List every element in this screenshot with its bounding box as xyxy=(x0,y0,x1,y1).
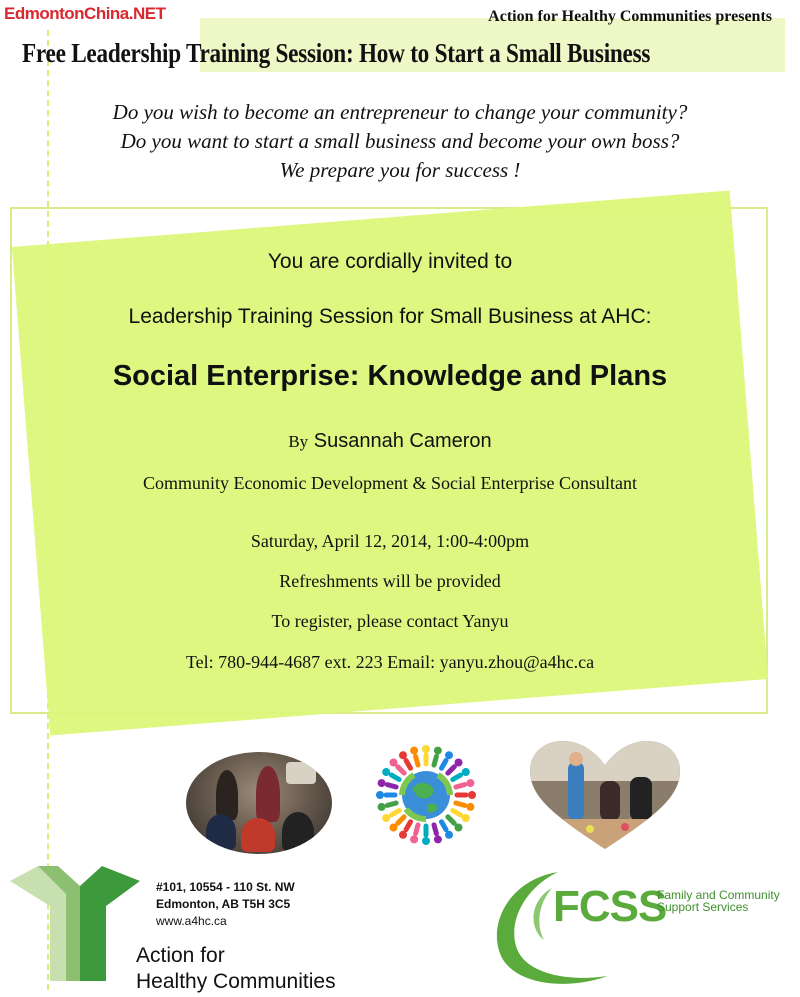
figure-body xyxy=(442,760,447,768)
fcss-subtitle-line-1: Family and Community xyxy=(657,888,780,902)
invitation-line-1: You are cordially invited to xyxy=(267,250,513,273)
figure-body xyxy=(453,811,461,816)
speaker-title: Community Economic Development & Social Enterprise Consultant xyxy=(143,473,637,493)
address-line-2: Edmonton, AB T5H 3C5 xyxy=(156,897,291,911)
figure-body xyxy=(387,803,396,805)
figure-body xyxy=(398,767,404,773)
figure-body xyxy=(448,767,454,773)
figure-dot xyxy=(466,779,474,787)
intro-line-1: Do you wish to become an entrepreneur to change your community? xyxy=(112,100,688,124)
figure-body xyxy=(434,825,436,834)
speaker-name: Susannah Cameron xyxy=(313,430,492,452)
figure-dot xyxy=(410,747,418,755)
event-title: Social Enterprise: Knowledge and Plans xyxy=(112,360,668,392)
intro-line-2: Do you want to start a small business and become your own boss? xyxy=(120,129,680,153)
watermark: EdmontonChina.NET xyxy=(4,4,166,23)
figure-body xyxy=(416,825,418,834)
figure-body xyxy=(442,822,447,830)
contact-info: Tel: 780-944-4687 ext. 223 Email: yanyu.zhou@a4hc.ca xyxy=(185,652,595,672)
address-line-1: #101, 10554 - 110 St. NW xyxy=(156,880,295,894)
community-globe-icon xyxy=(362,734,490,856)
figure-body xyxy=(448,817,454,823)
figure-body xyxy=(456,785,465,787)
org-name-line-1: Action for xyxy=(136,944,225,967)
figure-body xyxy=(391,775,399,780)
fcss-subtitle xyxy=(657,889,780,913)
figure-body xyxy=(416,756,418,765)
figure-body xyxy=(434,756,436,765)
figure-dot xyxy=(378,803,386,811)
main-title: Free Leadership Training Session: How to Start a Small Business xyxy=(22,38,651,68)
figure-dot xyxy=(468,791,476,799)
fcss-logo: FCSS xyxy=(553,882,667,931)
intro-text xyxy=(0,98,800,185)
address-block xyxy=(156,879,295,930)
figure-body xyxy=(406,822,411,830)
figure-dot xyxy=(434,747,442,755)
org-name-line-2: Healthy Communities xyxy=(136,970,336,993)
figure-body xyxy=(406,760,411,768)
figure-body xyxy=(453,775,461,780)
figure-body xyxy=(391,811,399,816)
figure-dot xyxy=(466,803,474,811)
intro-line-3: We prepare you for success ! xyxy=(279,158,521,182)
invitation-line-2: Leadership Training Session for Small Business at AHC: xyxy=(128,305,652,328)
event-date: Saturday, April 12, 2014, 1:00-4:00pm xyxy=(250,531,530,551)
refreshments-note: Refreshments will be provided xyxy=(279,571,501,591)
ahc-logo-icon xyxy=(10,866,140,981)
register-note: To register, please contact Yanyu xyxy=(271,611,509,631)
figure-body xyxy=(387,785,396,787)
figure-body xyxy=(398,817,404,823)
figure-dot xyxy=(422,745,430,753)
workshop-photo-heart xyxy=(530,741,680,851)
website-link[interactable]: www.a4hc.ca xyxy=(156,914,227,928)
figure-dot xyxy=(376,791,384,799)
figure-dot xyxy=(422,837,430,845)
figure-body xyxy=(456,803,465,805)
speaker-line xyxy=(0,430,780,453)
figure-dot xyxy=(410,835,418,843)
presenter-line: Action for Healthy Communities presents xyxy=(488,8,772,25)
figure-dot xyxy=(378,779,386,787)
organization-name xyxy=(136,943,336,995)
fcss-subtitle-line-2: Support Services xyxy=(657,900,749,914)
by-word: By xyxy=(288,432,309,451)
figure-dot xyxy=(434,835,442,843)
workshop-photo-oval xyxy=(186,752,332,854)
